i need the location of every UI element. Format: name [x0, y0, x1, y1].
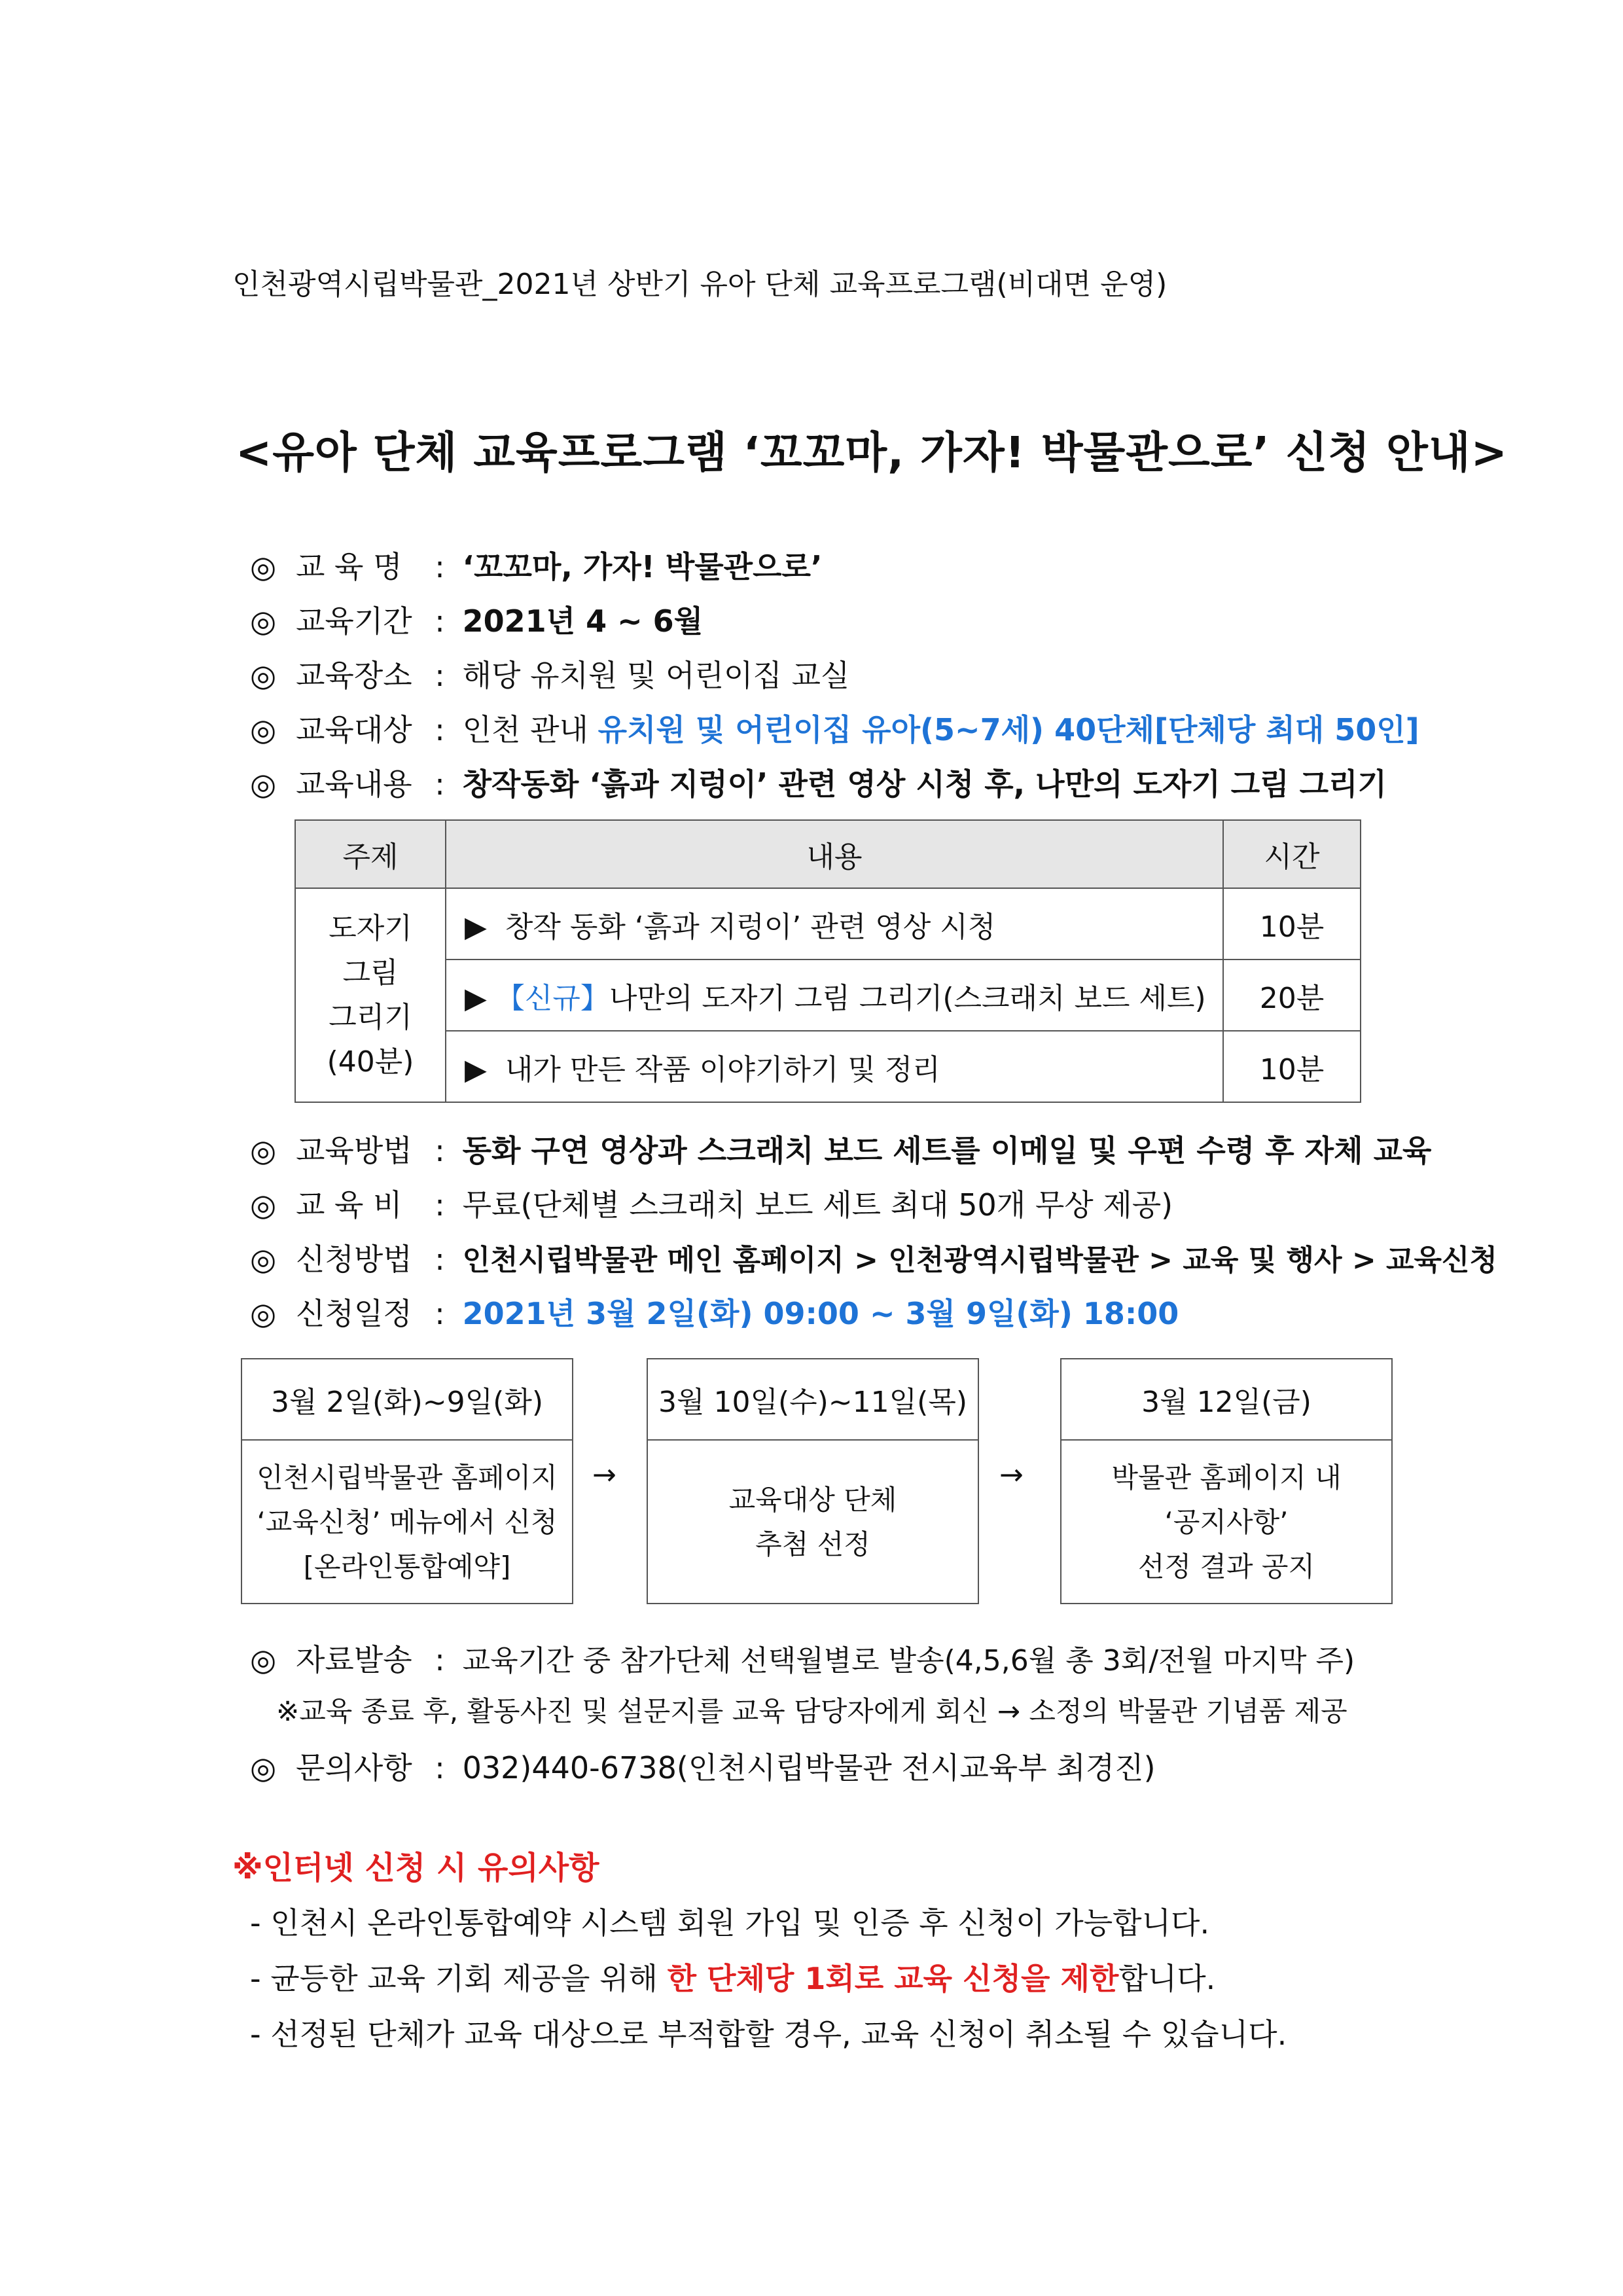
circle-mark-icon: ◎	[250, 658, 277, 693]
colon: :	[435, 1187, 445, 1223]
flow-step-date: 3월 12일(금)	[1061, 1359, 1391, 1441]
row-edu-fee	[250, 1181, 1173, 1225]
flow-step-date: 3월 10일(수)~11일(목)	[648, 1359, 978, 1441]
colon: :	[435, 1750, 445, 1785]
content-cell	[446, 1031, 1223, 1102]
colon: :	[435, 1133, 445, 1168]
row-edu-method	[250, 1127, 1431, 1170]
colon: :	[435, 1242, 445, 1277]
flow-line: ‘공지사항’	[1164, 1506, 1289, 1538]
circle-mark-icon: ◎	[250, 1242, 277, 1277]
table-row	[295, 960, 1361, 1031]
row-value: 교육기간 중 참가단체 선택월별로 발송(4,5,6월 총 3회/전월 마지막 주)	[462, 1644, 1355, 1677]
row-value: 동화 구연 영상과 스크래치 보드 세트를 이메일 및 우편 수령 후 자체 교육	[462, 1133, 1432, 1168]
topic-line: 그림	[342, 956, 399, 990]
row-edu-name	[250, 543, 822, 586]
colon: :	[435, 1642, 445, 1677]
row-label: 교육장소	[296, 658, 412, 693]
row-label: 교육방법	[296, 1133, 412, 1168]
topic-cell	[295, 888, 446, 1102]
row-edu-place	[250, 652, 849, 695]
row-label: 문의사항	[296, 1750, 412, 1785]
caution-line: - 인천시 온라인통합예약 시스템 회원 가입 및 인증 후 신청이 가능합니다.	[250, 1905, 1210, 1941]
content-cell	[446, 960, 1223, 1031]
row-edu-target	[250, 706, 1419, 749]
flow-step-date: 3월 2일(화)~9일(화)	[242, 1359, 572, 1441]
flow-line: ‘교육신청’ 메뉴에서 신청	[257, 1506, 558, 1538]
caution-text: - 균등한 교육 기회 제공을 위해	[250, 1961, 668, 1996]
topic-line: (40분)	[327, 1045, 414, 1079]
circle-mark-icon: ◎	[250, 603, 277, 639]
circle-mark-icon: ◎	[250, 712, 277, 747]
row-value: 창작동화 ‘흙과 지렁이’ 관련 영상 시청 후, 나만의 도자기 그림 그리기	[462, 766, 1387, 802]
row-value-highlight: 유치원 및 어린이집 유아(5~7세) 40단체[단체당 최대 50인]	[597, 712, 1419, 747]
colon: :	[435, 1296, 445, 1331]
time-cell: 20분	[1223, 960, 1361, 1031]
circle-mark-icon: ◎	[250, 1187, 277, 1223]
topic-line: 도자기	[329, 911, 412, 945]
time-cell: 10분	[1223, 1031, 1361, 1102]
time-cell: 10분	[1223, 888, 1361, 960]
circle-mark-icon: ◎	[250, 1296, 277, 1331]
arrow-right-icon: →	[999, 1458, 1024, 1492]
triangle-bullet-icon: ▶	[465, 1052, 487, 1086]
new-tag: 【신규】	[495, 981, 609, 1015]
caution-title: ※인터넷 신청 시 유의사항	[232, 1850, 599, 1886]
caution-line: - 선정된 단체가 교육 대상으로 부적합할 경우, 교육 신청이 취소될 수 있습니다.	[250, 2017, 1287, 2052]
flow-step-desc	[1061, 1441, 1391, 1604]
row-value: 해당 유치원 및 어린이집 교실	[462, 658, 850, 693]
content-text: 창작 동화 ‘흙과 지렁이’ 관련 영상 시청	[505, 910, 996, 944]
colon: :	[435, 603, 445, 639]
flow-step-notice	[1060, 1358, 1393, 1604]
caution-line	[250, 1955, 1215, 1998]
row-material	[250, 1636, 1355, 1679]
row-label: 교 육 명	[296, 549, 402, 584]
row-label: 교 육 비	[296, 1187, 402, 1223]
caution-text: 합니다.	[1118, 1961, 1216, 1996]
caution-highlight: 한 단체당 1회로 교육 신청을 제한	[667, 1961, 1119, 1996]
topic-line: 그리기	[329, 1000, 412, 1034]
row-value: 032)440-6738(인천시립박물관 전시교육부 최경진)	[462, 1750, 1156, 1785]
circle-mark-icon: ◎	[250, 766, 277, 802]
flow-line: 박물관 홈페이지 내	[1111, 1462, 1342, 1494]
flow-line: 인천시립박물관 홈페이지	[257, 1462, 558, 1494]
content-text: 나만의 도자기 그림 그리기(스크래치 보드 세트)	[609, 981, 1206, 1015]
document-title: <유아 단체 교육프로그램 ‘꼬꼬마, 가자! 박물관으로’ 신청 안내>	[236, 427, 1508, 478]
document-subtitle: 인천광역시립박물관_2021년 상반기 유아 단체 교육프로그램(비대면 운영)	[232, 268, 1168, 301]
flow-line: 추첨 선정	[755, 1528, 870, 1560]
table-header: 내용	[446, 820, 1223, 888]
colon: :	[435, 766, 445, 802]
table-header: 시간	[1223, 820, 1361, 888]
content-text: 내가 만든 작품 이야기하기 및 정리	[505, 1052, 940, 1086]
colon: :	[435, 549, 445, 584]
colon: :	[435, 712, 445, 747]
row-edu-content	[250, 761, 1387, 804]
table-header: 주제	[295, 820, 446, 888]
row-value: 인천시립박물관 메인 홈페이지 > 인천광역시립박물관 > 교육 및 행사 > 교육신청	[462, 1244, 1498, 1277]
education-content-table	[294, 819, 1361, 1103]
row-value: 2021년 3월 2일(화) 09:00 ~ 3월 9일(화) 18:00	[462, 1296, 1179, 1331]
row-apply-method	[250, 1236, 1497, 1279]
row-label: 신청방법	[296, 1242, 412, 1277]
table-row	[295, 1031, 1361, 1102]
colon: :	[435, 658, 445, 693]
table-row	[295, 888, 1361, 960]
flow-step-desc	[648, 1441, 978, 1604]
row-label: 자료발송	[296, 1642, 412, 1677]
row-label: 교육대상	[296, 712, 412, 747]
circle-mark-icon: ◎	[250, 1750, 277, 1785]
row-label: 신청일정	[296, 1296, 412, 1331]
row-apply-date	[250, 1290, 1179, 1333]
circle-mark-icon: ◎	[250, 1642, 277, 1677]
material-note: ※교육 종료 후, 활동사진 및 설문지를 교육 담당자에게 회신 → 소정의 박물관 기념품 제공	[276, 1695, 1347, 1727]
row-value-prefix: 인천 관내	[462, 712, 598, 747]
flow-step-desc	[242, 1441, 572, 1604]
flow-step-apply	[241, 1358, 573, 1604]
triangle-bullet-icon: ▶	[465, 981, 487, 1015]
row-edu-period	[250, 598, 703, 641]
circle-mark-icon: ◎	[250, 549, 277, 584]
flow-step-draw	[647, 1358, 979, 1604]
row-contact	[250, 1744, 1156, 1787]
row-value: 무료(단체별 스크래치 보드 세트 최대 50개 무상 제공)	[462, 1187, 1173, 1223]
row-label: 교육내용	[296, 766, 412, 802]
row-label: 교육기간	[296, 603, 412, 639]
circle-mark-icon: ◎	[250, 1133, 277, 1168]
flow-line: [온라인통합예약]	[303, 1551, 511, 1583]
flow-line: 교육대상 단체	[728, 1484, 897, 1516]
triangle-bullet-icon: ▶	[465, 910, 487, 944]
arrow-right-icon: →	[592, 1458, 616, 1492]
row-value: 2021년 4 ~ 6월	[462, 603, 704, 639]
content-cell	[446, 888, 1223, 960]
flow-line: 선정 결과 공지	[1137, 1551, 1315, 1583]
row-value: ‘꼬꼬마, 가자! 박물관으로’	[462, 549, 823, 584]
